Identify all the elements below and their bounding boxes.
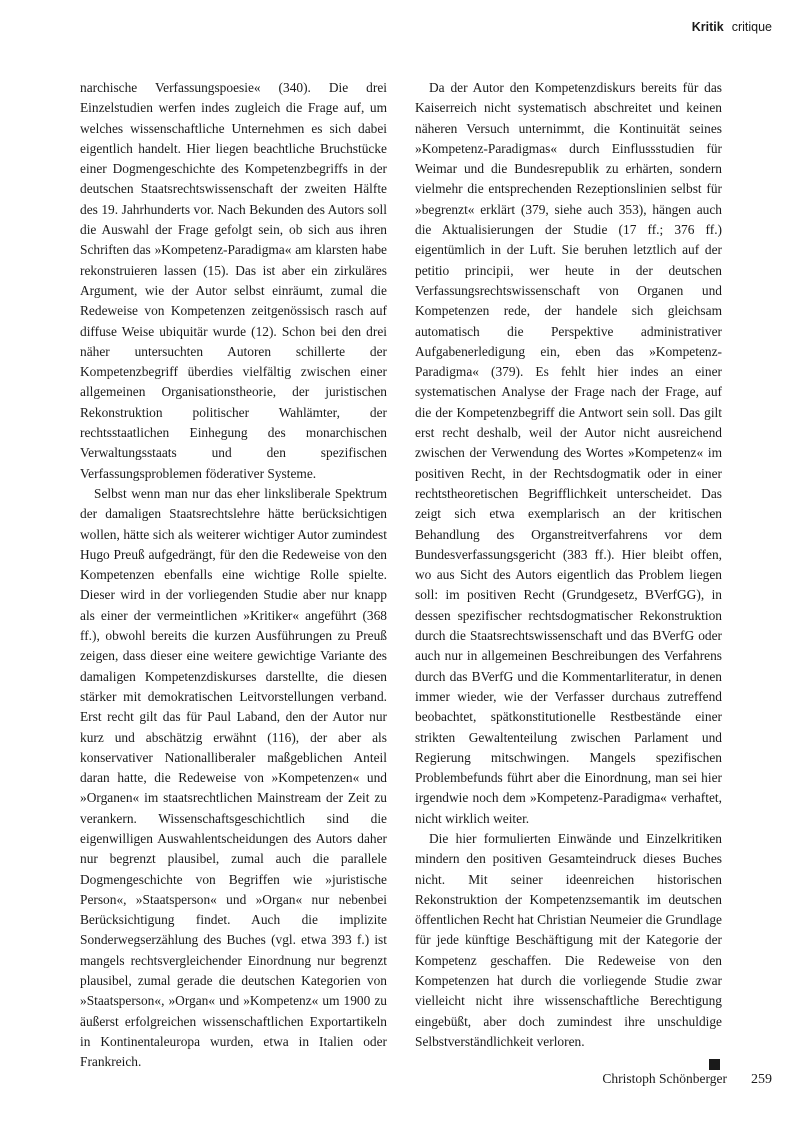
page-footer [602,1071,772,1088]
right-paragraph-1: Da der Autor den Kompetenzdiskurs bereits für das Kaiserreich nicht systematisch abschreitet und keinen näheren Versuch unternimmt, die Kontinuität seines »Kompetenz-Paradigmas« durch Einflussstudien für Weimar und die Bundesrepublik zu erhärten, sondern vielmehr die entsprechenden Rezeptionslinien selbst für »begrenzt« erklärt (379, siehe auch 353), hängen auch die Aktualisierungen der Studie (17 ff.; 376 ff.) eigentümlich in der Luft. Sie beruhen letztlich auf der petitio principii, wer heute in der deutschen Verfassungsrechtswissenschaft von Organen und Kompetenzen rede, der handele sich gleichsam automatisch die Perspektive administrativer Aufgabenerledigung ein, eben das »Kompetenz-Paradigma« (379). Es fehlt hier indes an einer systematischen Analyse der Frage nach der Frage, auf die der Kompetenzbegriff die Antwort sein soll. Das gilt erst recht deshalb, weil der Autor nicht ausreichend zwischen der Verwendung des Wortes »Kompetenz« im positiven Recht, in der Rechtsdogmatik oder in einer rechtstheoretischen Begrifflichkeit unterscheidet. Das zeigt sich etwa exemplarisch an der kritischen Behandlung des Organstreitverfahrens vor dem Bundesverfassungsgericht (383 ff.). Hier bleibt offen, wo aus Sicht des Autors eigentlich das Problem liegen soll: im positiven Recht (Grundgesetz, BVerfGG), in dessen spezifischer rechtsdogmatischer Rekonstruktion durch die Staatsrechtswissenschaft und das BVerfG oder auch nur in allgemeinen Beschreibungen des Verfahrens durch das BVerfG und die Kommentarliteratur, in denen immer wieder, wie der Verfasser durchaus zutreffend beobachtet, spätkonstitutionelle Restbestände einer strikten Gewaltenteilung zwischen Parlament und Regierung mitschwingen. Mangels spezifischen Problembefunds führt aber die Einordnung, man sei hier irgendwie noch dem »Kompetenz-Paradigma« verhaftet, nicht wirklich weiter. [415,80,722,826]
footer-author: Christoph Schönberger [602,1071,727,1086]
end-of-article-square-icon [709,1059,720,1070]
page-number: 259 [751,1072,772,1087]
right-paragraph-2: Die hier formulierten Einwände und Einzelkritiken mindern den positiven Gesamteindruck dieses Buches nicht. Mit seiner ideenreichen historischen Rekonstruktion der Kompetenzsemantik im deutschen öffentlichen Recht hat Christian Neumeier die Grundlage für jede künftige Beschäftigung mit der Kategorie der Kompetenz geschaffen. Die Redeweise von den Kompetenzen hat durch die vorliegende Studie zwar vielleicht nicht ihre wissenschaftliche Berechtigung eingebüßt, aber doch zumindest ihre unschuldige Selbstverständlichkeit verloren. [415,830,722,1049]
section-label: Kritik [691,20,724,34]
subsection-label: critique [731,20,772,34]
left-paragraph-2: Selbst wenn man nur das eher linksliberale Spektrum der damaligen Staatsrechtslehre hätte berücksichtigen wollen, hätte sich als weiterer wichtiger Autor zumindest Hugo Preuß aufgedrängt, für den die Redeweise von den Kompetenzen ebenfalls eine wichtige Rolle spielte. Dieser wird in der vorliegenden Studie aber nur knapp als einer der vermeintlichen »Kritiker« angeführt (368 ff.), obwohl bereits die kurzen Ausführungen zu Preuß zeigen, dass dieser eine weitere gewichtige Variante des damaligen Kompetenzdiskurses darstellte, die diesen stärker mit demokratischen Leitvorstellungen verband. Erst recht gilt das für Paul Laband, den der Autor nur kurz und abschätzig erwähnt (116), der aber als konservativer Nationalliberaler maßgeblichen Anteil daran hatte, die Redeweise von »Kompetenzen« und »Organen« im staatsrechtlichen Mainstream der Zeit zu verankern. Wissenschaftsgeschichtlich sind die eigenwilligen Auswahlentscheidungen des Autors daher nur begrenzt plausibel, zumal auch die parallele Dogmengeschichte von Begriffen wie »juristische Person«, »Staatsperson« und »Organ« nur nebenbei Berücksichtigung findet. Auch die implizite Sonderwegserzählung des Buches (vgl. etwa 393 f.) ist mangels rechtsvergleichender Einordnung nur begrenzt plausibel, zumal gerade die deutschen Kategorien von »Staatsperson«, »Organ« und »Kompetenz« um 1900 zu äußerst erfolgreichen wissenschaftlichen Exportartikeln in Kontinentaleuropa wurden, etwa in Italien oder Frankreich. [80,485,387,1070]
running-header [692,20,772,34]
left-column [80,78,387,1073]
right-column [415,78,722,1070]
left-paragraph-1: narchische Verfassungspoesie« (340). Die drei Einzelstudien werfen indes zugleich die Frage auf, um welches wissenschaftliche Unternehmen es sich dabei eigentlich handelt. Hier liegen beachtliche Bruchstücke einer Dogmengeschichte des Kompetenzbegriffs in der deutschen Staatsrechtswissenschaft der zweiten Hälfte des 19. Jahrhunderts vor. Nach Bekunden des Autors soll die Auswahl der Frage gefolgt sein, ob sich aus ihren Schriften das »Kompetenz-Paradigma« am klarsten habe rekonstruieren lassen (15). Das ist aber ein zirkuläres Argument, wie der Autor selbst einräumt, zumal die Redeweise von Kompetenzen zeitgenössisch rasch auf diffuse Weise ubiquitär wurde (12). Schon bei den drei näher untersuchten Autoren schillerte der Kompetenzbegriff überdies vielfältig zwischen einer allgemeinen Organisationstheorie, der juristischen Rekonstruktion politischer Wahlämter, der rechtsstaatlichen Einhegung des monarchischen Verwaltungsstaats und den spezifischen Verfassungsproblemen föderativer Systeme. [80,80,387,481]
